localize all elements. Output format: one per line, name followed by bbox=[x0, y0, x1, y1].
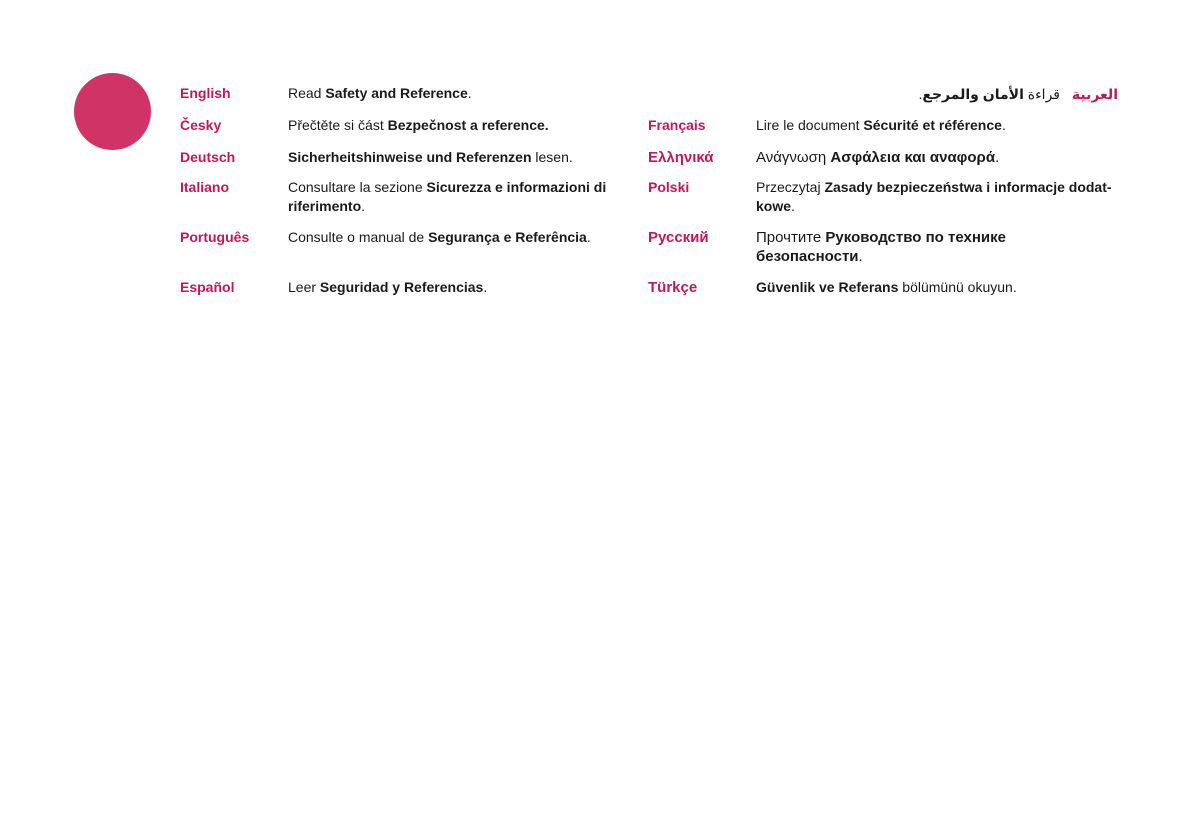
instruction-bold: Sicherheitshinweise und Referenzen bbox=[288, 149, 532, 165]
instruction-bold: Safety and Reference bbox=[325, 85, 468, 101]
instruction-pre: Прочтите bbox=[756, 229, 826, 246]
instruction-portuguese bbox=[288, 228, 618, 247]
instruction-post: . bbox=[586, 229, 591, 245]
instruction-post: . bbox=[858, 248, 863, 265]
instruction-bold: Seguridad y Referencias bbox=[319, 279, 484, 295]
instruction-arabic bbox=[830, 85, 1060, 104]
instruction-post: lesen. bbox=[531, 149, 573, 165]
instruction-pre: قراءة bbox=[1023, 86, 1060, 102]
lang-label-polish: Polski bbox=[648, 179, 690, 195]
instruction-pre: Přečtěte si část bbox=[288, 117, 388, 133]
instruction-pre: Przeczytaj bbox=[756, 179, 825, 195]
instruction-post: . bbox=[361, 198, 366, 214]
instruction-bold: Sicurezza e informazioni di riferimento bbox=[288, 179, 607, 214]
instruction-spanish bbox=[288, 278, 618, 297]
instruction-bold: Sécurité et référence bbox=[863, 117, 1002, 133]
instruction-pre: Leer bbox=[288, 279, 320, 295]
instruction-russian bbox=[756, 228, 1056, 266]
lang-label-czech: Česky bbox=[180, 117, 222, 133]
instruction-pre: Lire le document bbox=[756, 117, 864, 133]
instruction-bold: الأمان والمرجع bbox=[922, 86, 1024, 102]
instruction-bold: Руководство по технике безопасности bbox=[756, 229, 1006, 265]
instruction-post: . bbox=[1001, 117, 1006, 133]
lang-label-arabic: العربية bbox=[1071, 86, 1118, 102]
instruction-pre: Read bbox=[288, 85, 326, 101]
instruction-polish bbox=[756, 178, 1118, 216]
lang-label-greek: Ελληνικά bbox=[648, 149, 714, 166]
instruction-bold: Bezpečnost a reference. bbox=[387, 117, 549, 133]
lang-label-spanish: Español bbox=[180, 279, 235, 295]
lang-label-german: Deutsch bbox=[180, 149, 236, 165]
instruction-german bbox=[288, 148, 618, 167]
lang-label-italian: Italiano bbox=[180, 179, 230, 195]
instruction-bold: Segurança e Referência bbox=[428, 229, 587, 245]
instruction-bold: Zasady bezpieczeństwa i informacje dodat-kowe bbox=[756, 179, 1112, 214]
lang-label-portuguese: Português bbox=[180, 229, 250, 245]
instruction-post: bölümünü okuyun. bbox=[898, 279, 1017, 295]
instruction-post: . bbox=[483, 279, 488, 295]
instruction-pre: Consultare la sezione bbox=[288, 179, 427, 195]
instruction-bold: Güvenlik ve Referans bbox=[756, 279, 899, 295]
instruction-post: . bbox=[467, 85, 472, 101]
instruction-pre: Ανάγνωση bbox=[756, 149, 831, 166]
instruction-bold: Ασφάλεια και αναφορά bbox=[830, 149, 996, 166]
instruction-pre: Consulte o manual de bbox=[288, 229, 429, 245]
lang-label-french: Français bbox=[648, 117, 706, 133]
instruction-post: . bbox=[791, 198, 795, 214]
instruction-french bbox=[756, 116, 1118, 135]
instruction-post: . bbox=[918, 86, 923, 102]
instruction-post: . bbox=[995, 149, 1000, 166]
lang-label-russian: Русский bbox=[648, 229, 709, 246]
instruction-english bbox=[288, 84, 618, 103]
lang-label-turkish: Türkçe bbox=[648, 279, 698, 296]
brand-circle bbox=[74, 73, 151, 150]
instruction-greek bbox=[756, 148, 1118, 167]
instruction-czech bbox=[288, 116, 618, 135]
lang-label-english: English bbox=[180, 85, 231, 101]
instruction-turkish bbox=[756, 278, 1118, 297]
instruction-italian bbox=[288, 178, 618, 216]
